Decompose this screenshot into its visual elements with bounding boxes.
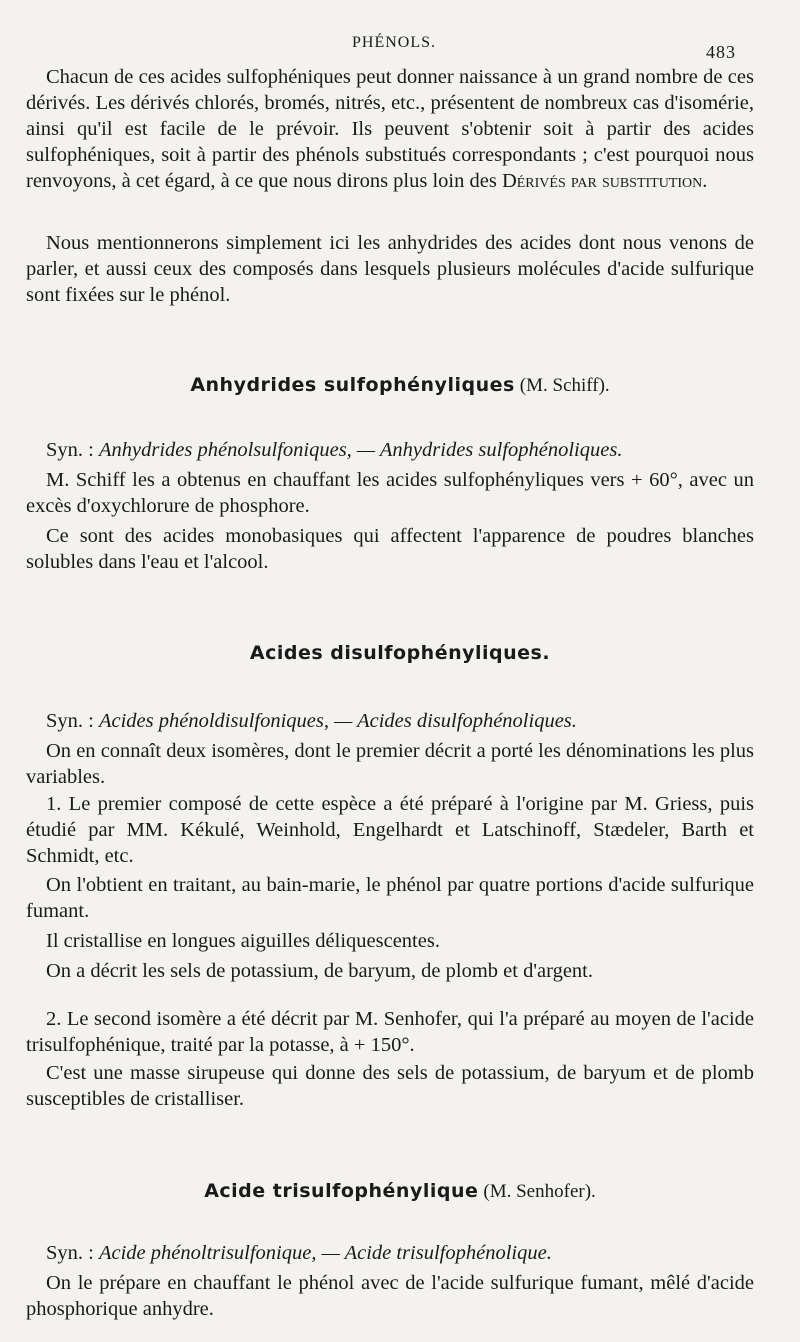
paragraph: On le prépare en chauffant le phénol avec de l'acide sulfurique fumant, mêlé d'acide phosphorique anhydre. [26,1272,754,1320]
paragraph: Il cristallise en longues aiguilles déliquescentes. [46,930,440,952]
paragraph: 2. Le second isomère a été décrit par M. Senhofer, qui l'a préparé au moyen de l'acide trisulfophénique, traité par la potasse, à + 150°. [26,1008,754,1056]
paragraph: 1. Le premier composé de cette espèce a été préparé à l'origine par M. Griess, puis étudié par MM. Kékulé, Weinhold, Engelhardt et Latschinoff, Stædeler, Barth et Schmidt, etc. [26,793,754,867]
section-author: (M. Senhofer). [483,1181,596,1202]
running-head [0,34,800,62]
intro-paragraph-1 [26,64,754,194]
section-heading-disulfo [0,642,800,665]
paragraph: On l'obtient en traitant, au bain-marie, le phénol par quatre portions d'acide sulfurique fumant. [26,874,754,922]
section-title: Anhydrides sulfophényliques [190,374,515,396]
page-number: 483 [706,42,736,62]
synonyms-label: Syn. : [46,439,99,461]
paragraph: M. Schiff les a obtenus en chauffant les acides sulfophényliques vers + 60°, avec un excès d'oxychlorure de phosphore. [26,469,754,517]
synonyms-line [26,437,754,463]
synonyms-label: Syn. : [46,1242,99,1264]
paragraph: On en connaît deux isomères, dont le premier décrit a porté les dénominations les plus variables. [26,740,754,788]
synonyms-text: Acide phénoltrisulfonique, — Acide trisulfophénolique. [98,1242,552,1264]
section-author: (M. Schiff). [519,375,610,396]
section-title: Acide trisulfophénylique [204,1180,479,1202]
paragraph: Ce sont des acides monobasiques qui affectent l'apparence de poudres blanches solubles dans l'eau et l'alcool. [26,525,754,573]
cross-reference: Dérivés par substitution [501,170,703,192]
synonyms-line [26,708,754,734]
paragraph: C'est une masse sirupeuse qui donne des sels de potassium, de baryum et de plomb susceptibles de cristalliser. [26,1062,754,1110]
section-heading-trisulfo [0,1180,800,1203]
intro-paragraph-2: Nous mentionnerons simplement ici les anhydrides des acides dont nous venons de parler, et aussi ceux des composés dans lesquels plusieurs molécules d'acide sulfurique sont fixées sur le phénol. [26,232,754,306]
synonyms-line [26,1240,754,1266]
intro-paragraph-1-end: . [702,170,708,192]
synonyms-label: Syn. : [46,710,99,732]
paragraph: On a décrit les sels de potassium, de baryum, de plomb et d'argent. [46,960,594,982]
running-title: PHÉNOLS. [352,34,437,51]
section-title: Acides disulfophényliques. [249,642,551,664]
synonyms-text: Anhydrides phénolsulfoniques, — Anhydrides sulfophénoliques. [98,439,623,461]
intro-paragraph-1-text: Chacun de ces acides sulfophéniques peut donner naissance à un grand nombre de ces dérivés. Les dérivés chlorés, bromés, nitrés, etc., présentent de nombreux cas d'isomérie, ainsi qu'il est facile de le prévoir. Ils peuvent s'obtenir soit à partir des acides sulfophéniques, soit à partir des phénols substitués correspondants ; c'est pourquoi nous renvoyons, à cet égard, à ce que nous dirons plus loin des [26,66,754,192]
section-heading-anhydrides [0,374,800,397]
synonyms-text: Acides phénoldisulfoniques, — Acides disulfophénoliques. [98,710,577,732]
